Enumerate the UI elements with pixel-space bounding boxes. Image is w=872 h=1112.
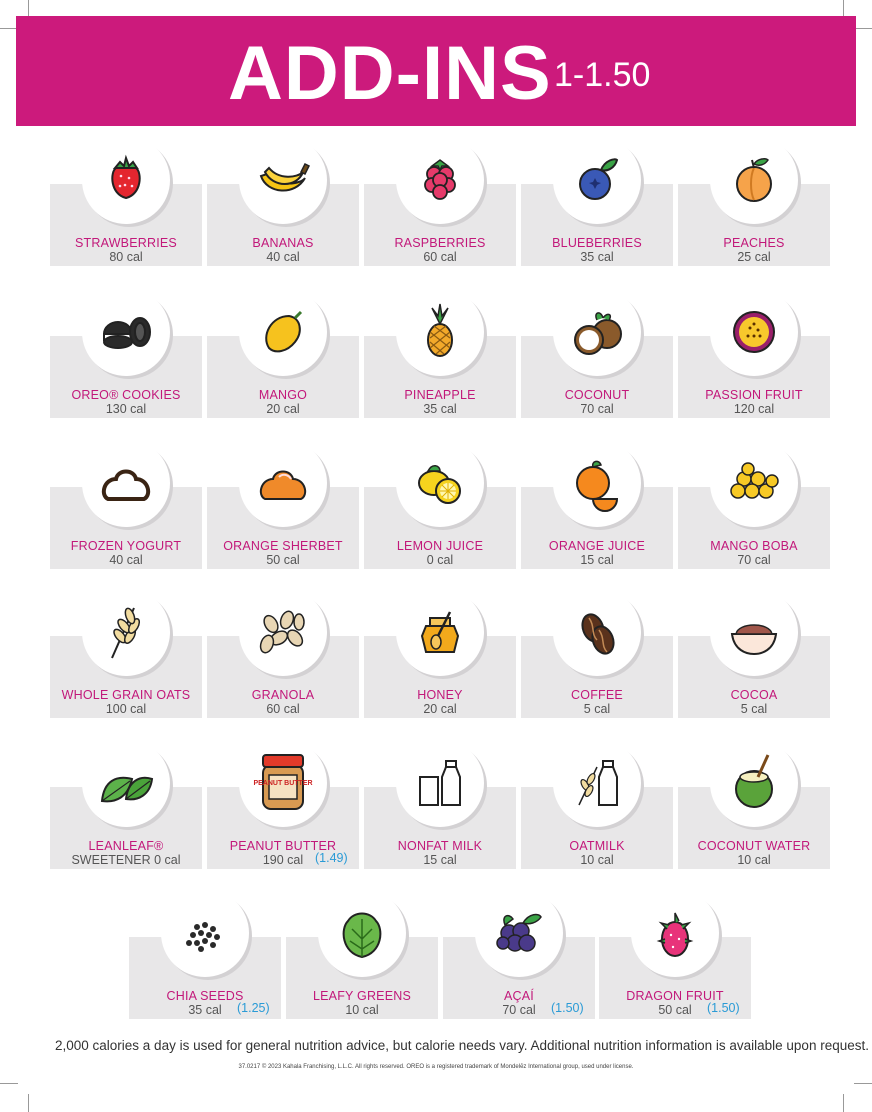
upcharge-price: (1.50) [551,1001,584,1015]
item-calories: 130 cal [105,402,147,416]
item-calories: 10 cal [580,853,614,867]
passion-fruit-icon [710,288,798,376]
coconut-icon [553,288,641,376]
item-calories: 70 cal [580,402,614,416]
lemon-icon [396,439,484,527]
item-calories: 10 cal [737,853,771,867]
item-name: NONFAT MILK [397,839,483,853]
frozen-yogurt-icon [82,439,170,527]
page-title: ADD-INS [228,31,552,116]
acai-berries-icon [475,889,563,977]
cocoa-bowl-icon [710,588,798,676]
item-calories: 60 cal [423,250,457,264]
crop-mark [854,1083,872,1084]
item-name: COCOA [730,688,778,702]
item-calories: 70 cal [737,553,771,567]
item-name: PINEAPPLE [404,388,476,402]
item-name: HONEY [417,688,463,702]
item-name: COCONUT WATER [697,839,811,853]
item-calories: 15 cal [580,553,614,567]
oatmilk-icon [553,739,641,827]
item-name: MANGO BOBA [710,539,798,553]
pineapple-icon [396,288,484,376]
item-calories: 60 cal [266,702,300,716]
item-calories: 5 cal [740,702,768,716]
item-name: BANANAS [252,236,314,250]
dragon-fruit-icon [631,889,719,977]
item-name: ORANGE JUICE [548,539,646,553]
item-name: LEMON JUICE [396,539,484,553]
honey-icon [396,588,484,676]
crop-mark [843,1094,844,1112]
item-name: PEACHES [723,236,785,250]
sherbet-icon [239,439,327,527]
cookie-icon [82,288,170,376]
item-calories: SWEETENER 0 cal [71,853,181,867]
item-name: BLUEBERRIES [552,236,642,250]
blueberry-icon [553,136,641,224]
item-name: DRAGON FRUIT [626,989,724,1003]
coconut-water-icon [710,739,798,827]
item-name: ORANGE SHERBET [223,539,343,553]
item-name: OATMILK [569,839,625,853]
item-name: PASSION FRUIT [705,388,803,402]
boba-icon [710,439,798,527]
item-name: AÇAÍ [504,989,534,1003]
orange-icon [553,439,641,527]
item-name: OREO® COOKIES [71,388,181,402]
granola-icon [239,588,327,676]
svg-text:PEANUT BUTTER: PEANUT BUTTER [253,780,313,787]
item-name: STRAWBERRIES [75,236,177,250]
item-calories: 80 cal [109,250,143,264]
raspberry-icon [396,136,484,224]
item-name: MANGO [258,388,308,402]
item-name: GRANOLA [251,688,315,702]
item-calories: 40 cal [109,553,143,567]
upcharge-price: (1.49) [315,851,348,865]
mango-icon [239,288,327,376]
item-calories: 25 cal [737,250,771,264]
crop-mark [28,1094,29,1112]
item-name: RASPBERRIES [394,236,486,250]
crop-mark [0,1083,18,1084]
banana-icon [239,136,327,224]
item-calories: 35 cal [188,1003,222,1017]
item-name: LEANLEAF® [88,839,164,853]
item-name: COFFEE [571,688,623,702]
item-name: COCONUT [564,388,630,402]
lettuce-icon [318,889,406,977]
item-calories: 15 cal [423,853,457,867]
item-calories: 50 cal [266,553,300,567]
item-name: LEAFY GREENS [312,989,412,1003]
item-calories: 50 cal [658,1003,692,1017]
item-name: CHIA SEEDS [166,989,244,1003]
peanut-butter-jar-icon [239,739,327,827]
item-calories: 100 cal [105,702,147,716]
item-calories: 5 cal [583,702,611,716]
item-calories: 190 cal [262,853,304,867]
item-calories: 35 cal [580,250,614,264]
crop-mark [854,28,872,29]
upcharge-price: (1.25) [237,1001,270,1015]
item-calories: 35 cal [423,402,457,416]
peach-icon [710,136,798,224]
chia-seeds-icon [161,889,249,977]
item-name: WHOLE GRAIN OATS [61,688,191,702]
coffee-bean-icon [553,588,641,676]
item-calories: 40 cal [266,250,300,264]
upcharge-price: (1.50) [707,1001,740,1015]
milk-icon [396,739,484,827]
item-calories: 20 cal [266,402,300,416]
item-name: FROZEN YOGURT [70,539,182,553]
price-range: 1-1.50 [554,56,651,94]
nutrition-footnote: 2,000 calories a day is used for general nutrition advice, but calorie needs vary. Additional nutrition information is available upon request. [55,1038,869,1053]
item-calories: 0 cal [426,553,454,567]
item-calories: 120 cal [733,402,775,416]
leaf-icon [82,739,170,827]
item-name: PEANUT BUTTER [229,839,337,853]
legal-text: 37.0217 © 2023 Kahala Franchising, L.L.C. All rights reserved. OREO is a registered trademark of Mondelēz International group, used under license. [238,1064,634,1070]
wheat-icon [82,588,170,676]
item-calories: 70 cal [502,1003,536,1017]
item-calories: 20 cal [423,702,457,716]
strawberry-icon [82,136,170,224]
item-calories: 10 cal [345,1003,379,1017]
